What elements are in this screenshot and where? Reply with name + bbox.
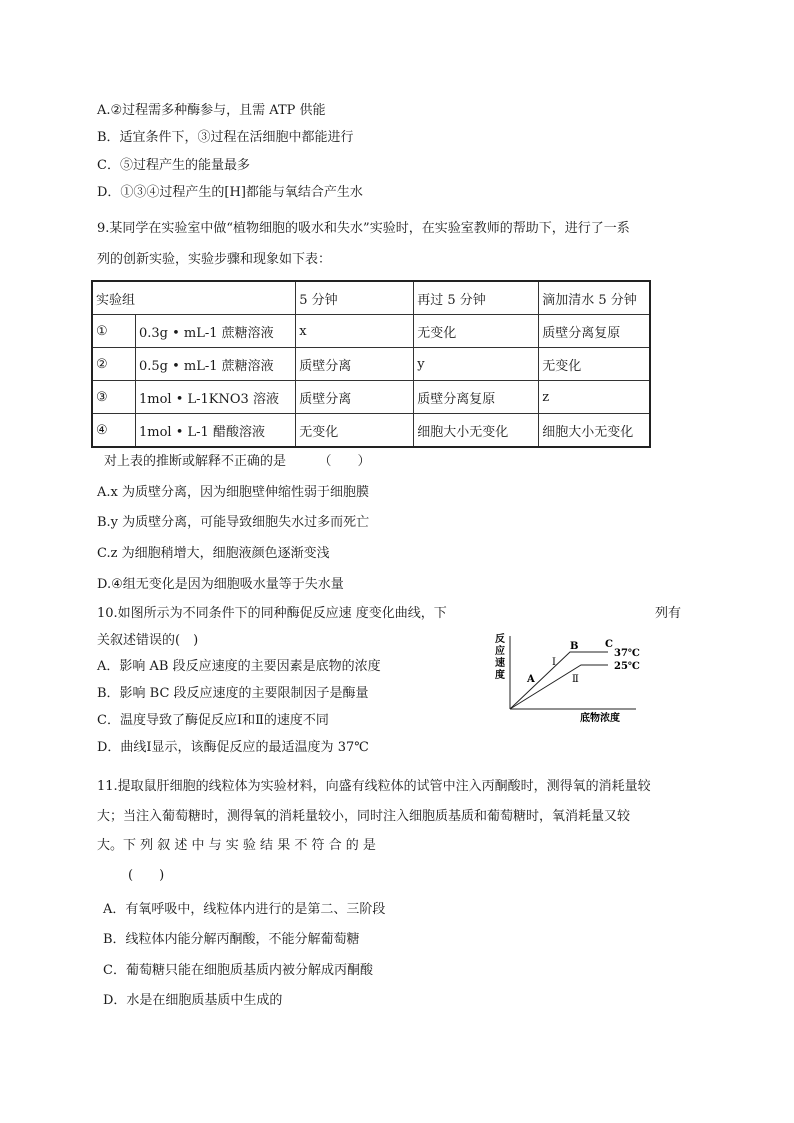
table-row [92,414,650,448]
q10-stem-line2: 关叙述错误的( ) [97,633,199,648]
table-cell: ② [92,348,136,381]
q9-stem-line1: 9.某同学在实验室中做“植物细胞的吸水和失水”实验时，在实验室教师的帮助下，进行了一系 [97,221,630,236]
q10-option-a: A．影响 AB 段反应速度的主要因素是底物的浓度 [97,659,381,674]
table-cell: 1mol • L-1 醋酸溶液 [136,414,296,448]
experiment-table [91,280,651,448]
table-cell: 质壁分离复原 [414,381,539,414]
curve-series-2 [510,665,608,709]
table-header-row [92,281,650,315]
table-cell: 1mol • L-1KNO3 溶液 [136,381,296,414]
table-header-cell: 再过 5 分钟 [414,281,539,315]
series-label-1: Ⅰ [552,657,556,668]
q11-option-a: A．有氧呼吸中，线粒体内进行的是第二、三阶段 [103,902,386,917]
table-cell: 0.3g • mL-1 蔗糖溶液 [136,315,296,348]
table-cell: 细胞大小无变化 [539,414,650,448]
q11-option-c: C．葡萄糖只能在细胞质基质内被分解成丙酮酸 [103,963,373,978]
q11-stem-line1: 11.提取鼠肝细胞的线粒体为实验材料，向盛有线粒体的试管中注入丙酮酸时，测得氧的消耗量较 [97,779,651,794]
series-label-2: Ⅱ [572,674,579,685]
q8-option-d: D．①③④过程产生的[H]都能与氧结合产生水 [97,185,363,200]
point-label-a: A [527,674,535,685]
q10-stem-line1-end: 列有 [655,606,682,621]
enzyme-rate-chart [490,632,640,724]
q9-prompt: 对上表的推断或解释不正确的是 （ ） [104,454,371,469]
table-cell: ③ [92,381,136,414]
table-header-cell: 5 分钟 [296,281,414,315]
point-label-c: C [605,639,613,650]
chart-ylabel-char: 应 [495,646,505,657]
q11-answer-paren: ( ) [128,868,165,883]
q10-option-b: B．影响 BC 段反应速度的主要限制因子是酶量 [97,686,369,701]
q11-option-b: B．线粒体内能分解丙酮酸，不能分解葡萄糖 [103,932,360,947]
table-cell: 质壁分离复原 [539,315,650,348]
q11-stem-line2: 大；当注入葡萄糖时，测得氧的消耗量较小，同时注入细胞质基质和葡萄糖时，氧消耗量又较 [97,809,631,824]
table-cell: ④ [92,414,136,448]
q10-option-d: D．曲线Ⅰ显示，该酶促反应的最适温度为 37℃ [97,740,369,755]
table-row [92,381,650,414]
q11-stem-line3: 大。下 列 叙 述 中 与 实 验 结 果 不 符 合 的 是 [97,838,376,853]
table-cell: 无变化 [296,414,414,448]
q9-option-d: D.④组无变化是因为细胞吸水量等于失水量 [97,577,344,592]
chart-ylabel-char: 速 [495,658,505,669]
table-header-cell: 滴加清水 5 分钟 [539,281,650,315]
table-cell: 细胞大小无变化 [414,414,539,448]
table-cell: 无变化 [539,348,650,381]
table-cell: 质壁分离 [296,381,414,414]
table-cell: 无变化 [414,315,539,348]
series-temp-1: 37℃ [614,648,640,659]
q9-option-a: A.x 为质壁分离，因为细胞壁伸缩性弱于细胞膜 [97,485,369,500]
q9-stem-line2: 列的创新实验，实验步骤和现象如下表： [97,252,332,267]
table-row [92,315,650,348]
series-temp-2: 25℃ [614,661,640,672]
chart-ylabel-char: 度 [495,670,505,681]
table-cell: 0.5g • mL-1 蔗糖溶液 [136,348,296,381]
q8-option-c: C．⑤过程产生的能量最多 [97,158,250,173]
table-header-cell: 实验组 [92,281,296,315]
chart-xlabel: 底物浓度 [580,713,620,724]
q10-option-c: C．温度导致了酶促反应Ⅰ和Ⅱ的速度不同 [97,713,329,728]
table-cell: y [414,348,539,381]
q9-option-b: B.y 为质壁分离，可能导致细胞失水过多而死亡 [97,515,370,530]
q8-option-a: A.②过程需多种酶参与，且需 ATP 供能 [97,103,326,118]
table-cell: 质壁分离 [296,348,414,381]
table-cell: z [539,381,650,414]
q8-option-b: B．适宜条件下，③过程在活细胞中都能进行 [97,130,354,145]
table-cell: x [296,315,414,348]
table-cell: ① [92,315,136,348]
q9-option-c: C.z 为细胞稍增大，细胞液颜色逐渐变浅 [97,546,330,561]
q10-stem-line1: 10.如图所示为不同条件下的同种酶促反应速 度变化曲线，下 [97,606,447,621]
q11-option-d: D．水是在细胞质基质中生成的 [103,993,283,1008]
point-label-b: B [570,641,579,652]
table-row [92,348,650,381]
chart-ylabel-char: 反 [495,634,505,645]
